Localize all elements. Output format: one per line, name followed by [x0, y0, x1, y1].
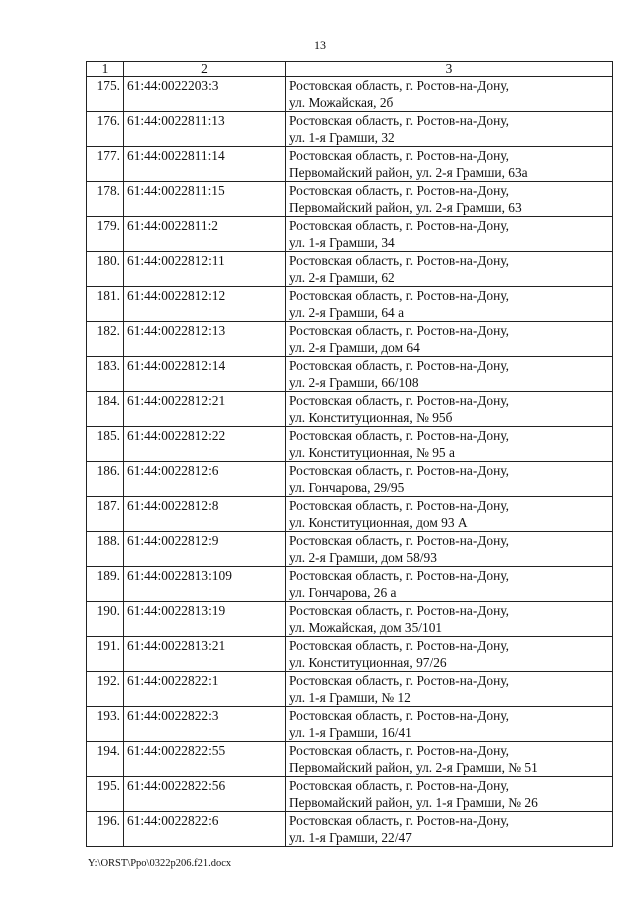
address-line-2: ул. 1-я Грамши, 32	[289, 130, 395, 145]
row-number: 192.	[87, 672, 124, 707]
address-cell	[286, 672, 613, 707]
address-cell	[286, 532, 613, 567]
address-line-1: Ростовская область, г. Ростов-на-Дону,	[289, 253, 509, 268]
column-header-2: 2	[124, 62, 286, 77]
table-row	[87, 637, 613, 672]
cadastral-number: 61:44:0022811:14	[124, 147, 286, 182]
cadastral-number: 61:44:0022813:21	[124, 637, 286, 672]
table-row	[87, 497, 613, 532]
table-row	[87, 147, 613, 182]
cadastral-number: 61:44:0022811:15	[124, 182, 286, 217]
address-cell	[286, 392, 613, 427]
address-cell	[286, 427, 613, 462]
address-cell	[286, 217, 613, 252]
row-number: 190.	[87, 602, 124, 637]
cadastral-number: 61:44:0022822:3	[124, 707, 286, 742]
address-cell	[286, 287, 613, 322]
table-row	[87, 287, 613, 322]
table-row	[87, 182, 613, 217]
address-line-2: ул. Конституционная, 97/26	[289, 655, 447, 670]
address-line-2: ул. 2-я Грамши, 62	[289, 270, 395, 285]
column-header-1: 1	[87, 62, 124, 77]
row-number: 176.	[87, 112, 124, 147]
address-cell	[286, 637, 613, 672]
address-line-1: Ростовская область, г. Ростов-на-Дону,	[289, 323, 509, 338]
table-row	[87, 567, 613, 602]
address-cell	[286, 602, 613, 637]
cadastral-number: 61:44:0022812:9	[124, 532, 286, 567]
address-line-2: ул. 2-я Грамши, дом 58/93	[289, 550, 437, 565]
table-row	[87, 392, 613, 427]
address-line-2: ул. 1-я Грамши, 22/47	[289, 830, 412, 845]
row-number: 179.	[87, 217, 124, 252]
row-number: 175.	[87, 77, 124, 112]
table-body	[87, 77, 613, 847]
row-number: 188.	[87, 532, 124, 567]
row-number: 182.	[87, 322, 124, 357]
table-row	[87, 322, 613, 357]
address-line-2: Первомайский район, ул. 2-я Грамши, 63	[289, 200, 522, 215]
address-line-2: ул. Конституционная, дом 93 А	[289, 515, 468, 530]
address-cell	[286, 182, 613, 217]
cadastral-number: 61:44:0022812:11	[124, 252, 286, 287]
row-number: 193.	[87, 707, 124, 742]
address-line-1: Ростовская область, г. Ростов-на-Дону,	[289, 568, 509, 583]
column-header-3: 3	[286, 62, 613, 77]
cadastral-number: 61:44:0022822:6	[124, 812, 286, 847]
address-line-2: Первомайский район, ул. 2-я Грамши, 63а	[289, 165, 528, 180]
cadastral-number: 61:44:0022813:109	[124, 567, 286, 602]
page-number: 13	[314, 38, 326, 52]
address-line-1: Ростовская область, г. Ростов-на-Дону,	[289, 78, 509, 93]
table-row	[87, 217, 613, 252]
cadastral-number: 61:44:0022812:22	[124, 427, 286, 462]
address-line-2: ул. 2-я Грамши, дом 64	[289, 340, 420, 355]
address-line-2: Первомайский район, ул. 2-я Грамши, № 51	[289, 760, 538, 775]
address-line-1: Ростовская область, г. Ростов-на-Дону,	[289, 673, 509, 688]
address-cell	[286, 707, 613, 742]
address-line-2: ул. 1-я Грамши, 34	[289, 235, 395, 250]
table-row	[87, 602, 613, 637]
address-line-2: ул. Можайская, дом 35/101	[289, 620, 443, 635]
row-number: 186.	[87, 462, 124, 497]
address-line-2: ул. Конституционная, № 95б	[289, 410, 453, 425]
row-number: 184.	[87, 392, 124, 427]
address-line-2: ул. Гончарова, 26 а	[289, 585, 397, 600]
address-line-1: Ростовская область, г. Ростов-на-Дону,	[289, 638, 509, 653]
address-line-1: Ростовская область, г. Ростов-на-Дону,	[289, 813, 509, 828]
table-row	[87, 707, 613, 742]
address-cell	[286, 77, 613, 112]
address-line-2: ул. Конституционная, № 95 а	[289, 445, 455, 460]
table-row	[87, 742, 613, 777]
address-line-1: Ростовская область, г. Ростов-на-Дону,	[289, 393, 509, 408]
row-number: 177.	[87, 147, 124, 182]
cadastral-number: 61:44:0022812:8	[124, 497, 286, 532]
table-row	[87, 77, 613, 112]
address-line-1: Ростовская область, г. Ростов-на-Дону,	[289, 183, 509, 198]
address-cell	[286, 357, 613, 392]
address-cell	[286, 147, 613, 182]
row-number: 196.	[87, 812, 124, 847]
table-row	[87, 812, 613, 847]
table-row	[87, 112, 613, 147]
table-header-row	[87, 62, 613, 77]
cadastral-number: 61:44:0022822:56	[124, 777, 286, 812]
table-row	[87, 357, 613, 392]
address-cell	[286, 567, 613, 602]
address-line-1: Ростовская область, г. Ростов-на-Дону,	[289, 498, 509, 513]
address-cell	[286, 777, 613, 812]
cadastral-number: 61:44:0022811:13	[124, 112, 286, 147]
table-row	[87, 462, 613, 497]
cadastral-number: 61:44:0022811:2	[124, 217, 286, 252]
cadastral-number: 61:44:0022822:55	[124, 742, 286, 777]
table-row	[87, 252, 613, 287]
table-row	[87, 777, 613, 812]
row-number: 185.	[87, 427, 124, 462]
row-number: 195.	[87, 777, 124, 812]
address-line-2: ул. Гончарова, 29/95	[289, 480, 405, 495]
address-line-1: Ростовская область, г. Ростов-на-Дону,	[289, 743, 509, 758]
address-line-1: Ростовская область, г. Ростов-на-Дону,	[289, 463, 509, 478]
footer-file-path: Y:\ORST\Ppo\0322p206.f21.docx	[88, 858, 232, 869]
row-number: 194.	[87, 742, 124, 777]
land-plot-table	[86, 61, 613, 847]
table-row	[87, 427, 613, 462]
address-line-1: Ростовская область, г. Ростов-на-Дону,	[289, 148, 509, 163]
cadastral-number: 61:44:0022813:19	[124, 602, 286, 637]
table-row	[87, 532, 613, 567]
address-line-1: Ростовская область, г. Ростов-на-Дону,	[289, 428, 509, 443]
row-number: 180.	[87, 252, 124, 287]
address-line-1: Ростовская область, г. Ростов-на-Дону,	[289, 603, 509, 618]
address-cell	[286, 462, 613, 497]
row-number: 178.	[87, 182, 124, 217]
address-line-1: Ростовская область, г. Ростов-на-Дону,	[289, 533, 509, 548]
cadastral-number: 61:44:0022812:21	[124, 392, 286, 427]
row-number: 189.	[87, 567, 124, 602]
address-cell	[286, 322, 613, 357]
address-line-2: ул. 2-я Грамши, 66/108	[289, 375, 419, 390]
cadastral-number: 61:44:0022203:3	[124, 77, 286, 112]
address-line-2: Первомайский район, ул. 1-я Грамши, № 26	[289, 795, 538, 810]
address-cell	[286, 497, 613, 532]
address-line-2: ул. 1-я Грамши, № 12	[289, 690, 411, 705]
address-cell	[286, 112, 613, 147]
row-number: 181.	[87, 287, 124, 322]
address-line-1: Ростовская область, г. Ростов-на-Дону,	[289, 218, 509, 233]
address-line-1: Ростовская область, г. Ростов-на-Дону,	[289, 113, 509, 128]
cadastral-number: 61:44:0022812:14	[124, 357, 286, 392]
cadastral-number: 61:44:0022812:12	[124, 287, 286, 322]
address-cell	[286, 742, 613, 777]
address-line-1: Ростовская область, г. Ростов-на-Дону,	[289, 358, 509, 373]
cadastral-number: 61:44:0022812:6	[124, 462, 286, 497]
address-line-1: Ростовская область, г. Ростов-на-Дону,	[289, 288, 509, 303]
address-line-2: ул. Можайская, 2б	[289, 95, 394, 110]
address-cell	[286, 252, 613, 287]
cadastral-number: 61:44:0022822:1	[124, 672, 286, 707]
row-number: 187.	[87, 497, 124, 532]
address-line-2: ул. 1-я Грамши, 16/41	[289, 725, 412, 740]
address-line-2: ул. 2-я Грамши, 64 а	[289, 305, 405, 320]
row-number: 191.	[87, 637, 124, 672]
cadastral-number: 61:44:0022812:13	[124, 322, 286, 357]
address-cell	[286, 812, 613, 847]
table-row	[87, 672, 613, 707]
row-number: 183.	[87, 357, 124, 392]
address-line-1: Ростовская область, г. Ростов-на-Дону,	[289, 708, 509, 723]
address-line-1: Ростовская область, г. Ростов-на-Дону,	[289, 778, 509, 793]
